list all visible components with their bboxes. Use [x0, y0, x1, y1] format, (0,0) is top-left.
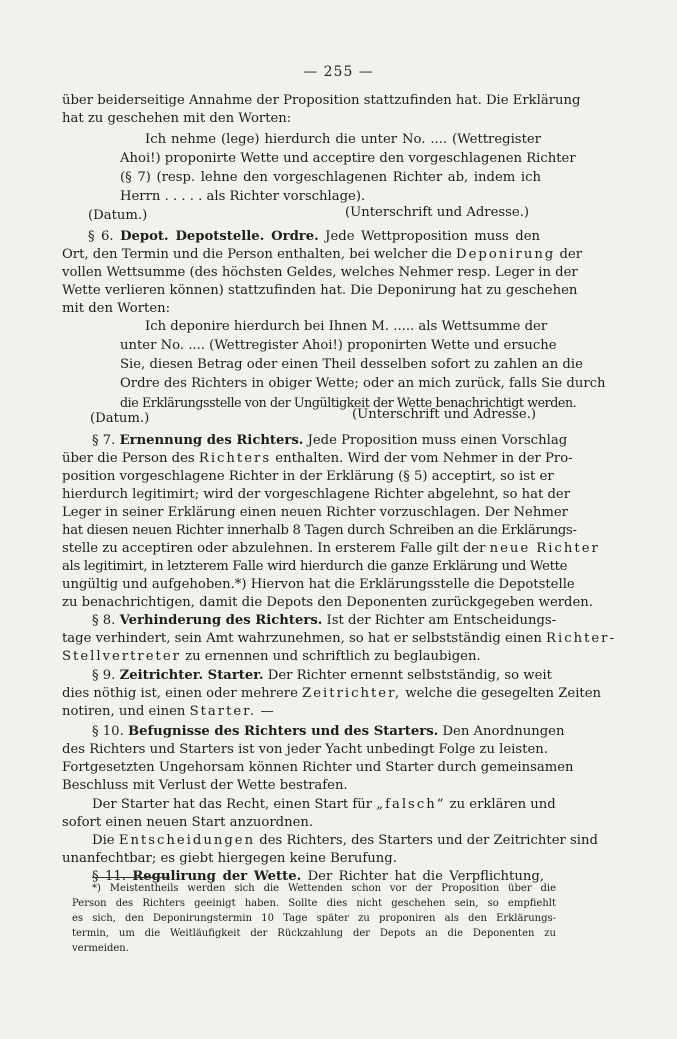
signature-label: (Unterschrift und Adresse.) — [345, 205, 530, 220]
text-span: tage verhindert, sein Amt wahrzunehmen, so hat er selbstständig einen — [62, 631, 542, 646]
text-span: zu erklären und — [449, 797, 556, 812]
text-line — [62, 703, 274, 720]
section-heading: Befugnisse des Richters und des Starters. — [127, 724, 439, 739]
section-number: § 10. — [92, 724, 124, 739]
text-line — [92, 796, 556, 813]
text-span: enthalten. Wird der vom Nehmer in der Pro- — [275, 451, 573, 466]
text-line: vollen Wettsumme (des höchsten Geldes, welches Nehmer resp. Leger in der — [62, 265, 578, 280]
text-line — [62, 630, 616, 647]
footnote-line: Person des Richters geeinigt haben. Sollte dies nicht geschehen sein, so empfiehlt — [72, 898, 556, 909]
text-line — [62, 648, 481, 665]
text-span: Der Starter hat das Recht, einen Start für — [92, 797, 373, 812]
quote-line: unter No. .... (Wettregister Ahoi!) proponirten Wette und ersuche — [120, 338, 557, 353]
signature-label: (Unterschrift und Adresse.) — [352, 407, 537, 422]
text-line: ungültig und aufgehoben.*) Hiervon hat die Erklärungsstelle die Depotstelle — [62, 577, 575, 592]
text-span: des Richters, des Starters und der Zeitrichter sind — [259, 833, 598, 848]
text-line — [92, 667, 552, 684]
text-line: unanfechtbar; es giebt hiergegen keine Berufung. — [62, 851, 397, 866]
text-line: hat zu geschehen mit den Worten: — [62, 111, 292, 126]
text-span: — — [260, 704, 274, 719]
date-label: (Datum.) — [90, 411, 150, 426]
text-span: welche die gesegelten Zeiten — [405, 686, 602, 701]
text-line: als legitimirt, in letzterem Falle wird hierdurch die ganze Erklärung und Wette — [62, 559, 568, 574]
section-heading: Zeitrichter. Starter. — [119, 668, 264, 683]
quote-line: Ich nehme (lege) hierdurch die unter No. .... (Wettregister — [145, 132, 541, 147]
footnote-line: es sich, den Deponirungstermin 10 Tage später zu proponiren als den Erklärungs- — [72, 913, 556, 924]
text-span: der — [559, 247, 583, 262]
text-span: Der Richter hat die Verpflichtung, — [307, 869, 544, 884]
section-number: § 8. — [92, 613, 116, 628]
text-line: über beiderseitige Annahme der Proposition stattzufinden hat. Die Erklärung — [62, 93, 581, 108]
text-line — [92, 832, 598, 849]
spaced-term: Starter. — [189, 704, 257, 719]
spaced-term: neue Richter — [489, 541, 600, 556]
section-heading: Depot. Depotstelle. Ordre. — [120, 229, 319, 244]
quote-line: Sie, diesen Betrag oder einen Theil desselben sofort zu zahlen an die — [120, 357, 583, 372]
text-line: des Richters und Starters ist von jeder Yacht unbedingt Folge zu leisten. — [62, 742, 548, 757]
text-span: zu ernennen und schriftlich zu beglaubigen. — [185, 649, 481, 664]
spaced-term: Deponirung — [456, 247, 556, 262]
text-line: hierdurch legitimirt; wird der vorgeschlagene Richter abgelehnt, so hat der — [62, 487, 571, 502]
quote-line: Herrn . . . . . als Richter vorschlage). — [120, 189, 366, 204]
footnote-line: vermeiden. — [72, 943, 129, 954]
spaced-term: Entscheidungen — [118, 833, 256, 848]
footnote-rule — [92, 877, 170, 878]
quote-line: Ich deponire hierdurch bei Ihnen M. ..... als Wettsumme der — [145, 319, 548, 334]
text-line — [92, 612, 557, 629]
text-line — [92, 432, 568, 449]
section-number: § 7. — [92, 433, 116, 448]
footnote-line: termin, um die Weitläufigkeit der Rückzahlung der Depots an die Deponenten zu — [72, 928, 556, 939]
spaced-term: Richters — [198, 451, 272, 466]
text-line: hat diesen neuen Richter innerhalb 8 Tagen durch Schreiben an die Erklärungs- — [62, 523, 577, 538]
spaced-term: „falsch“ — [376, 797, 446, 812]
quote-line: die Erklärungsstelle von der Ungültigkeit der Wette benachrichtigt werden. — [120, 395, 577, 410]
spaced-term: Zeitrichter, — [302, 686, 402, 701]
text-line — [62, 540, 600, 557]
section-heading: Verhinderung des Richters. — [119, 613, 323, 628]
text-line: sofort einen neuen Start anzuordnen. — [62, 815, 314, 830]
section-number: § 11. — [92, 869, 126, 884]
section-number: § 6. — [88, 229, 114, 244]
text-line: Beschluss mit Verlust der Wette bestrafen. — [62, 778, 348, 793]
text-span: Der Richter ernennt selbstständig, so weit — [267, 668, 552, 683]
text-span: Jede Wettproposition muss den — [325, 229, 540, 244]
text-line: mit den Worten: — [62, 301, 171, 316]
section-heading: Ernennung des Richters. — [119, 433, 304, 448]
text-span: Die — [92, 833, 115, 848]
text-span: notiren, und einen — [62, 704, 186, 719]
text-line: position vorgeschlagene Richter in der Erklärung (§ 5) acceptirt, so ist er — [62, 469, 554, 484]
quote-line: Ordre des Richters in obiger Wette; oder an mich zurück, falls Sie durch — [120, 376, 606, 391]
spaced-term: Stellvertreter — [62, 649, 181, 664]
quote-line: Ahoi!) proponirte Wette und acceptire den vorgeschlagenen Richter — [120, 151, 576, 166]
text-line: Leger in seiner Erklärung einen neuen Richter vorzuschlagen. Der Nehmer — [62, 505, 568, 520]
quote-line: (§ 7) (resp. lehne den vorgeschlagenen Richter ab, indem ich — [120, 170, 541, 185]
date-label: (Datum.) — [88, 208, 148, 223]
text-line: zu benachrichtigen, damit die Depots den Deponenten zurückgegeben werden. — [62, 595, 593, 610]
text-line — [88, 228, 540, 245]
section-number: § 9. — [92, 668, 116, 683]
text-span: über die Person des — [62, 451, 195, 466]
text-line — [62, 246, 583, 263]
spaced-term: Richter- — [546, 631, 616, 646]
text-line: Wette verlieren können) stattzufinden hat. Die Deponirung hat zu geschehen — [62, 283, 578, 298]
text-line: Fortgesetzten Ungehorsam können Richter und Starter durch gemeinsamen — [62, 760, 574, 775]
page-number: — 255 — — [303, 64, 374, 80]
text-span: stelle zu acceptiren oder abzulehnen. In ersterem Falle gilt der — [62, 541, 486, 556]
text-span: Ort, den Termin und die Person enthalten, bei welcher die — [62, 247, 452, 262]
text-span: Den Anordnungen — [442, 724, 565, 739]
text-line — [62, 685, 602, 702]
footnote-line: *) Meistentheils werden sich die Wettenden schon vor der Proposition über die — [92, 883, 556, 894]
text-line — [92, 723, 565, 740]
text-span: dies nöthig ist, einen oder mehrere — [62, 686, 298, 701]
section-heading: Regulirung der Wette. — [132, 869, 302, 884]
text-line — [62, 450, 573, 467]
text-span: Jede Proposition muss einen Vorschlag — [307, 433, 568, 448]
text-span: Ist der Richter am Entscheidungs- — [326, 613, 557, 628]
